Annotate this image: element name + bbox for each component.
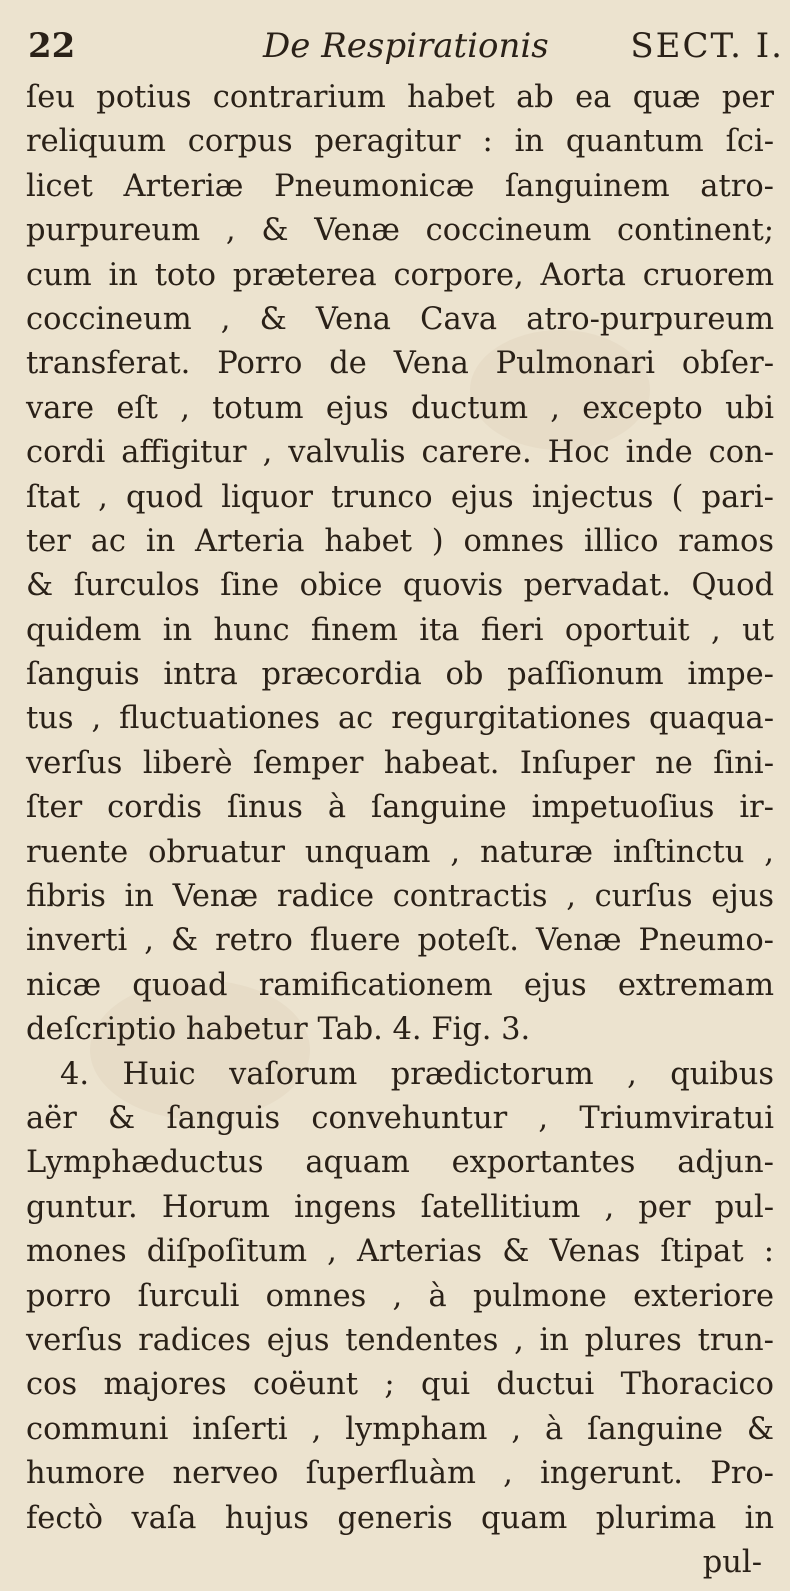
text-line: ſeu potius contrarium habet ab ea quæ per bbox=[26, 80, 774, 115]
text-line: ſanguis intra præcordia ob paſſionum impe- bbox=[26, 657, 774, 693]
text-line: nicæ quoad ramificationem ejus extremam bbox=[26, 967, 774, 1003]
text-line: vare eſt , totum ejus ductum , excepto ubi bbox=[26, 390, 774, 426]
text-line: reliquum corpus peragitur : in quantum ſci- bbox=[26, 124, 774, 160]
text-line: quidem in hunc finem ita fieri oportuit , ut bbox=[26, 612, 774, 648]
text-line: & ſurculos ſine obice quovis pervadat. Quod bbox=[26, 568, 774, 604]
text-line: tus , fluctuationes ac regurgitationes quaqua- bbox=[26, 701, 774, 737]
text-line: porro ſurculi omnes , à pulmone exteriore bbox=[26, 1278, 774, 1314]
text-line: aër & ſanguis convehuntur , Triumviratui bbox=[26, 1100, 774, 1136]
body-text bbox=[26, 76, 774, 1585]
text-line: verſus liberè ſemper habeat. Inſuper ne ſini- bbox=[26, 745, 774, 781]
text-line: inverti , & retro fluere poteſt. Venæ Pneumo- bbox=[26, 923, 774, 959]
page-edge bbox=[790, 0, 800, 1591]
running-title: De Respirationis bbox=[263, 26, 549, 66]
text-line: ſtat , quod liquor trunco ejus injectus ( pari- bbox=[26, 479, 774, 515]
text-line: humore nerveo ſuperfluàm , ingerunt. Pro- bbox=[26, 1456, 774, 1492]
text-line: ruente obruatur unquam , naturæ inſtinctu , bbox=[26, 834, 774, 870]
text-line: coccineum , & Vena Cava atro-purpureum bbox=[26, 301, 774, 337]
section-label: SECT. I. bbox=[630, 26, 784, 66]
text-line: purpureum , & Venæ coccineum continent; bbox=[26, 213, 774, 249]
text-line: communi inſerti , lympham , à ſanguine & bbox=[26, 1411, 774, 1447]
text-line: fectò vaſa hujus generis quam plurima in bbox=[26, 1500, 774, 1536]
catchword: pul- bbox=[702, 1544, 762, 1580]
text-line: transferat. Porro de Vena Pulmonari obſer- bbox=[26, 346, 774, 382]
text-line: mones diſpoſitum , Arterias & Venas ſtipat : bbox=[26, 1234, 774, 1270]
text-line: cos majores coëunt ; qui ductui Thoracico bbox=[26, 1367, 774, 1403]
text-line: licet Arteriæ Pneumonicæ ſanguinem atro- bbox=[26, 168, 774, 204]
text-line: verſus radices ejus tendentes , in plures trun- bbox=[26, 1322, 774, 1358]
text-line: ſter cordis ſinus à ſanguine impetuoſius ir- bbox=[26, 790, 774, 826]
running-head bbox=[28, 20, 788, 72]
text-line: cum in toto præterea corpore, Aorta cruorem bbox=[26, 257, 774, 293]
text-line: deſcriptio habetur Tab. 4. Fig. 3. bbox=[26, 1012, 531, 1048]
text-line: ter ac in Arteria habet ) omnes illico ramos bbox=[26, 523, 774, 559]
paragraph-start-line: 4. Huic vaſorum prædictorum , quibus bbox=[60, 1056, 774, 1092]
text-line: cordi affigitur , valvulis carere. Hoc inde con- bbox=[26, 435, 774, 471]
page-number: 22 bbox=[28, 26, 76, 66]
text-line: Lymphæductus aquam exportantes adjun- bbox=[26, 1145, 774, 1181]
text-line: guntur. Horum ingens ſatellitium , per pul- bbox=[26, 1189, 774, 1225]
text-line: fibris in Venæ radice contractis , curſus ejus bbox=[26, 879, 774, 915]
